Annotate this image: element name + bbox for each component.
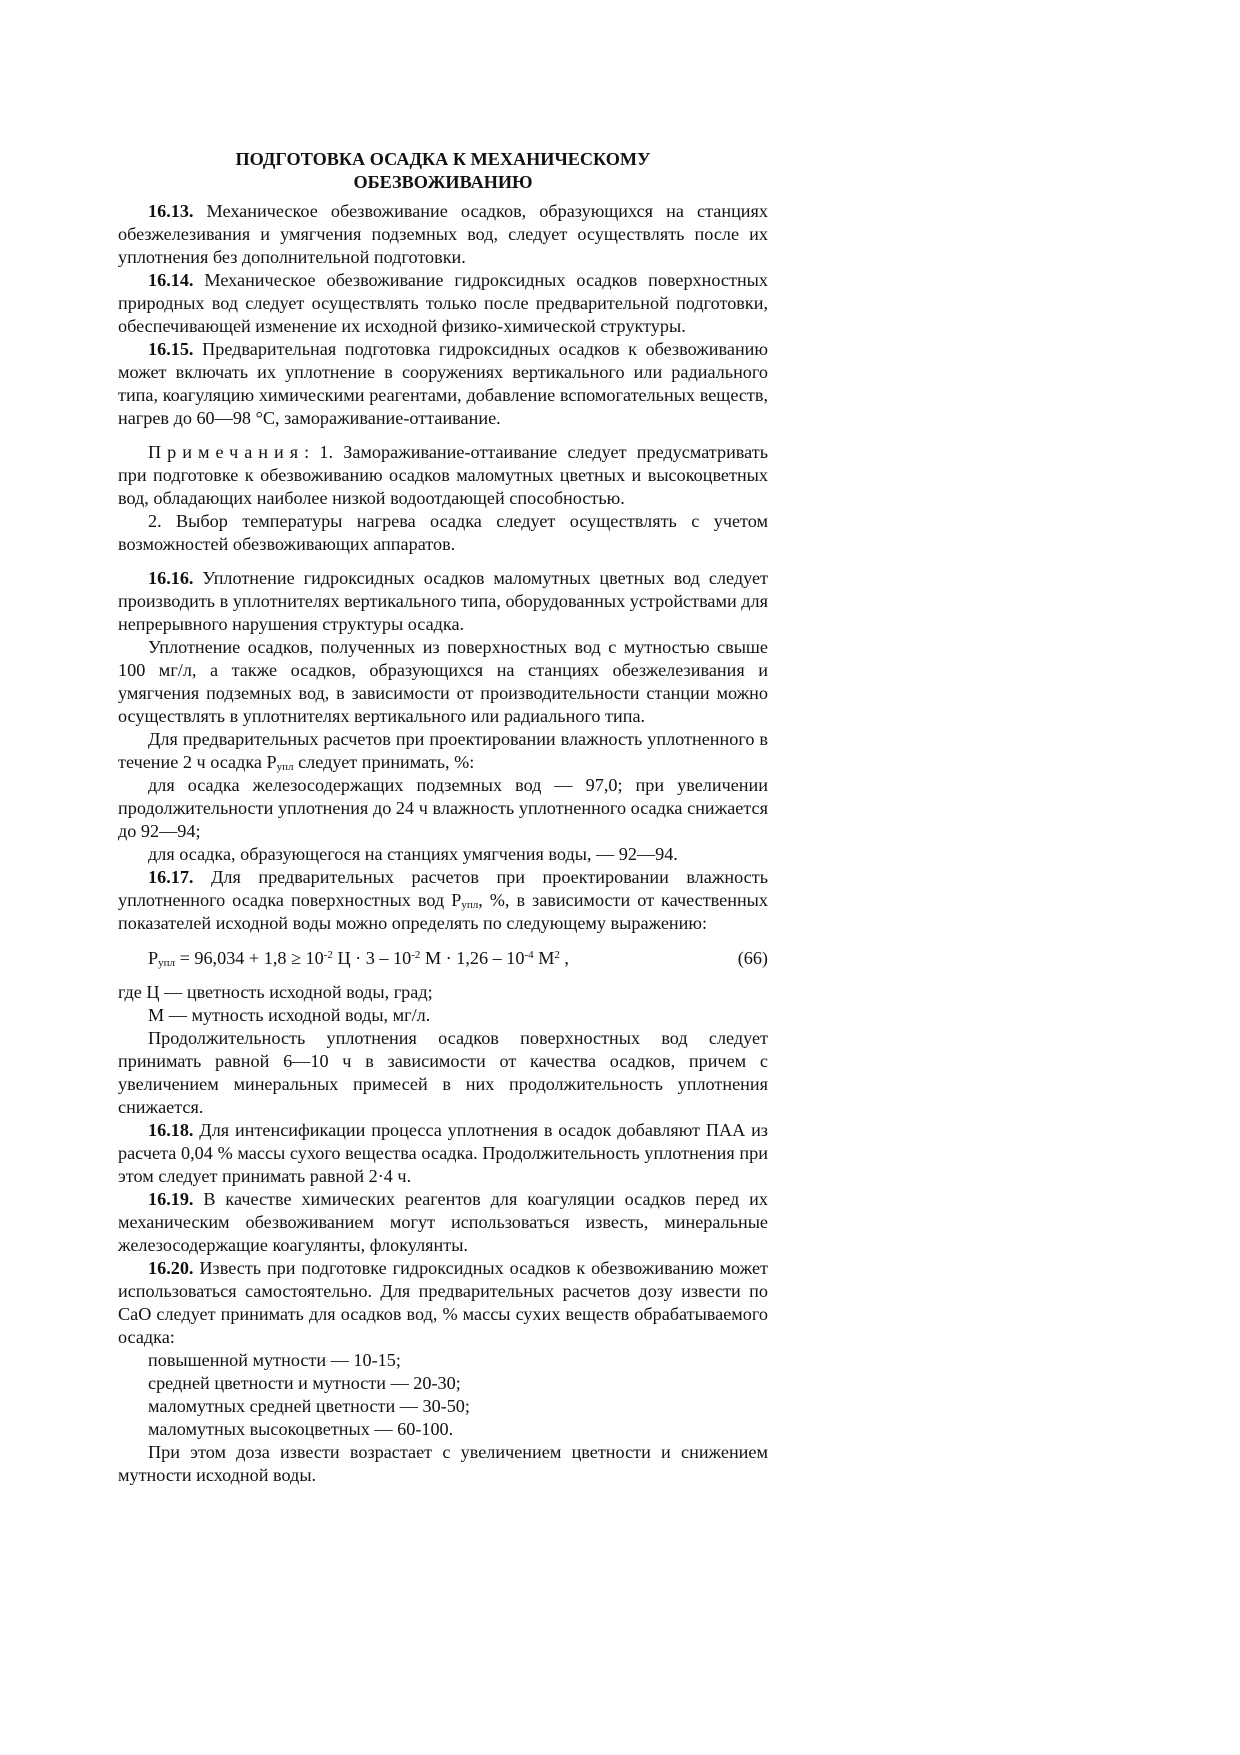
- formula-66: [118, 947, 768, 970]
- where-line-1: где Ц — цветность исходной воды, град;: [118, 982, 433, 1002]
- clause-number: 16.20.: [148, 1258, 194, 1278]
- clause-text: Для предварительных расчетов при проектировании влажность уплотненного осадка поверхностных вод Р: [118, 867, 768, 910]
- clause-16-20: [118, 1257, 768, 1349]
- superscript: -2: [323, 949, 333, 961]
- superscript: 2: [554, 949, 560, 961]
- document-page: [118, 148, 768, 1487]
- formula-expression: [148, 947, 569, 970]
- formula-term: = 96,034 + 1,8 ≥ 10: [175, 948, 324, 968]
- clause-16-16-para-4: для осадка железосодержащих подземных вод — 97,0; при увеличении продолжительности уплотнения до 24 ч влажность уплотненного осадка снижается до 92—94;: [118, 775, 768, 841]
- section-title-line-2: ОБЕЗВОЖИВАНИЮ: [353, 172, 533, 192]
- formula-term: ,: [559, 948, 569, 968]
- clause-16-15: [118, 338, 768, 430]
- formula-term: Ц · 3 – 10: [332, 948, 412, 968]
- notes-label: Примечания: [148, 442, 305, 462]
- formula-term: М: [533, 948, 555, 968]
- para-text: Для предварительных расчетов при проектировании влажность уплотненного в течение 2 ч осадка Р: [118, 729, 768, 772]
- clause-16-13: [118, 200, 768, 269]
- note-2: 2. Выбор температуры нагрева осадка следует осуществлять с учетом возможностей обезвоживающих аппаратов.: [118, 511, 768, 554]
- list-item: маломутных высокоцветных — 60-100.: [148, 1419, 454, 1439]
- note-1: [118, 441, 768, 510]
- clause-number: 16.17.: [148, 867, 194, 887]
- clause-16-16-para-3: [118, 728, 768, 774]
- section-title-line-1: ПОДГОТОВКА ОСАДКА К МЕХАНИЧЕСКОМУ: [235, 149, 651, 169]
- subscript: упл: [158, 957, 176, 969]
- clause-16-14: [118, 269, 768, 338]
- superscript: -2: [411, 949, 421, 961]
- formula-term: Р: [148, 948, 159, 968]
- formula-number: (66): [737, 948, 768, 968]
- subscript: упл: [276, 761, 294, 773]
- clause-text: Известь при подготовке гидроксидных осадков к обезвоживанию может использоваться самостоятельно. Для предварительных расчетов дозу извести по СаО следует принимать для осадков вод, % массы сухих веществ обрабатываемого осадка:: [118, 1258, 768, 1347]
- where-paragraph: Продолжительность уплотнения осадков поверхностных вод следует принимать равной 6—10 ч в зависимости от качества осадков, причем с увеличением минеральных примесей в них продолжительность уплотнения снижается.: [118, 1028, 768, 1117]
- section-title: [118, 148, 768, 194]
- clause-number: 16.14.: [148, 270, 194, 290]
- clause-16-16: [118, 567, 768, 636]
- list-item: повышенной мутности — 10-15;: [148, 1350, 401, 1370]
- clause-number: 16.16.: [148, 568, 194, 588]
- clause-number: 16.15.: [148, 339, 194, 359]
- superscript: -4: [524, 949, 534, 961]
- clause-number: 16.19.: [148, 1189, 194, 1209]
- clause-text: Уплотнение гидроксидных осадков маломутных цветных вод следует производить в уплотнителях вертикального типа, оборудованных устройствами для непрерывного нарушения структуры осадка.: [118, 568, 768, 634]
- clause-16-18: [118, 1119, 768, 1188]
- clause-number: 16.13.: [148, 201, 194, 221]
- clause-number: 16.18.: [148, 1120, 194, 1140]
- note-1-text: : 1. Замораживание-оттаивание следует предусматривать при подготовке к обезвоживанию осадков маломутных цветных и высокоцветных вод, обладающих наиболее низкой водоотдающей способностью.: [118, 442, 768, 508]
- clause-16-16-para-5: для осадка, образующегося на станциях умягчения воды, — 92—94.: [148, 844, 678, 864]
- where-line-2: М — мутность исходной воды, мг/л.: [148, 1005, 431, 1025]
- clause-text: , %, в зависимости от качественных показателей исходной воды можно определять по следующему выражению:: [118, 890, 768, 933]
- clause-16-17: [118, 866, 768, 935]
- clause-16-16-para-2: Уплотнение осадков, полученных из поверхностных вод с мутностью свыше 100 мг/л, а также осадков, образующихся на станциях обезжелезивания и умягчения подземных вод, в зависимости от производительности станции можно осуществлять в уплотнителях вертикального или радиального типа.: [118, 637, 768, 726]
- formula-term: М · 1,26 – 10: [420, 948, 525, 968]
- clause-text: Предварительная подготовка гидроксидных осадков к обезвоживанию может включать их уплотнение в сооружениях вертикального или радиального типа, коагуляцию химическими реагентами, добавление вспомогательных веществ, нагрев до 60—98 °С, замораживание-оттаивание.: [118, 339, 768, 428]
- clause-text: В качестве химических реагентов для коагуляции осадков перед их механическим обезвоживанием могут использоваться известь, минеральные железосодержащие коагулянты, флокулянты.: [118, 1189, 768, 1255]
- clause-text: Механическое обезвоживание осадков, образующихся на станциях обезжелезивания и умягчения подземных вод, следует осуществлять после их уплотнения без дополнительной подготовки.: [118, 201, 768, 267]
- clause-16-19: [118, 1188, 768, 1257]
- list-item: маломутных средней цветности — 30-50;: [148, 1396, 470, 1416]
- list-item: средней цветности и мутности — 20-30;: [148, 1373, 461, 1393]
- clause-16-20-final: При этом доза извести возрастает с увеличением цветности и снижением мутности исходной воды.: [118, 1442, 768, 1485]
- clause-text: Механическое обезвоживание гидроксидных осадков поверхностных природных вод следует осуществлять только после предварительной подготовки, обеспечивающей изменение их исходной физико-химической структуры.: [118, 270, 768, 336]
- clause-text: Для интенсификации процесса уплотнения в осадок добавляют ПАА из расчета 0,04 % массы сухого вещества осадка. Продолжительность уплотнения при этом следует принимать равной 2·4 ч.: [118, 1120, 768, 1186]
- subscript: упл: [461, 899, 479, 911]
- para-text: следует принимать, %:: [293, 752, 475, 772]
